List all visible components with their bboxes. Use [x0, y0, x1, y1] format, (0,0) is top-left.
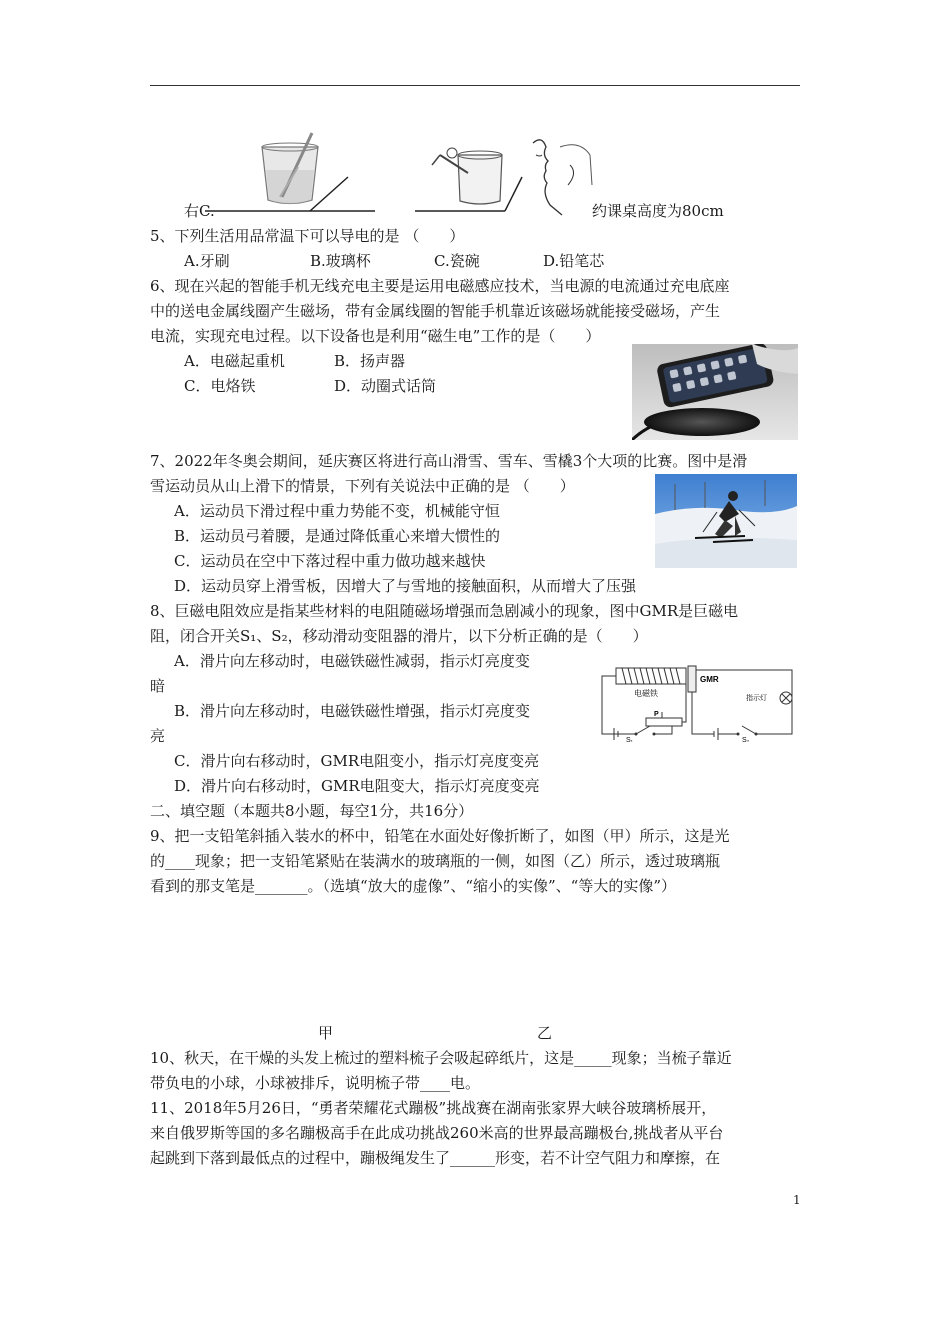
q7-line-2: 雪运动员从山上滑下的情景，下列有关说法中正确的是 （ ） [150, 477, 575, 495]
beaker-figure [415, 148, 522, 211]
q8-option-b: B．滑片向左移动时，电磁铁磁性增强，指示灯亮度变 [174, 702, 531, 720]
q9-caption-yi: 乙 [537, 1024, 553, 1042]
q5-option-b: B.玻璃杯 [310, 252, 371, 270]
q6-line-1: 6、现在兴起的智能手机无线充电主要是运用电磁感应技术，当电源的电流通过充电底座 [150, 277, 730, 295]
face-profile-figure [533, 140, 592, 215]
q8-option-c: C．滑片向右移动时，GMR电阻变小，指示灯亮度变亮 [174, 752, 540, 770]
gmr-circuit-diagram [596, 662, 800, 742]
q8-option-a-cont: 暗 [150, 677, 166, 695]
q9-caption-jia: 甲 [318, 1024, 334, 1042]
q5-option-a: A.牙刷 [184, 252, 230, 270]
q9-line-1: 9、把一支铅笔斜插入装水的杯中，铅笔在水面处好像折断了，如图（甲）所示，这是光 [150, 827, 730, 845]
header-rule [150, 85, 800, 86]
q11-line-2: 来自俄罗斯等国的多名蹦极高手在此成功挑战260米高的世界最高蹦极台,挑战者从平台 [150, 1124, 724, 1142]
q8-line-2: 阻，闭合开关S₁、S₂，移动滑动变阻器的滑片，以下分析正确的是（ ） [150, 627, 648, 645]
label-s2: S₂ [742, 737, 750, 742]
glass-cup-figure [262, 133, 318, 204]
q9-line-2: 的____现象；把一支铅笔紧贴在装满水的玻璃瓶的一侧，如图（乙）所示，透过玻璃瓶 [150, 852, 721, 870]
q6-option-c: C．电烙铁 [184, 377, 256, 395]
section-2-heading: 二、填空题（本题共8小题，每空1分，共16分） [150, 802, 474, 820]
q6-option-b: B．扬声器 [334, 352, 406, 370]
wireless-charger-photo [632, 344, 798, 440]
q8-option-d: D．滑片向右移动时，GMR电阻变大，指示灯亮度变亮 [174, 777, 540, 795]
q8-line-1: 8、巨磁电阻效应是指某些材料的电阻随磁场增强而急剧减小的现象，图中GMR是巨磁电 [150, 602, 739, 620]
q7-line-1: 7、2022年冬奥会期间，延庆赛区将进行高山滑雪、雪车、雪橇3个大项的比赛。图中是滑 [150, 452, 748, 470]
q8-option-a: A．滑片向左移动时，电磁铁磁性减弱，指示灯亮度变 [174, 652, 530, 670]
q6-line-3: 电流，实现充电过程。以下设备也是利用“磁生电”工作的是（ ） [150, 327, 601, 345]
label-p: P [654, 711, 659, 718]
q7-option-b: B．运动员弓着腰，是通过降低重心来增大惯性的 [174, 527, 501, 545]
q5-option-c: C.瓷碗 [434, 252, 480, 270]
q5-option-d: D.铅笔芯 [543, 252, 605, 270]
label-gmr: GMR [700, 675, 719, 684]
q6-line-2: 中的送电金属线圈产生磁场，带有金属线圈的智能手机靠近该磁场就能接受磁场，产生 [150, 302, 721, 320]
q7-option-a: A．运动员下滑过程中重力势能不变，机械能守恒 [174, 502, 500, 520]
q10-line-1: 10、秋天，在干燥的头发上梳过的塑料梳子会吸起碎纸片，这是_____现象；当梳子靠近 [150, 1049, 732, 1067]
q8-option-b-cont: 亮 [150, 727, 166, 745]
skier-photo [655, 474, 797, 568]
q5-stem: 5、下列生活用品常温下可以导电的是 （ ） [150, 227, 465, 245]
q7-option-d: D．运动员穿上滑雪板，因增大了与雪地的接触面积，从而增大了压强 [174, 577, 637, 595]
page-number: 1 [793, 1193, 801, 1207]
q6-option-d: D．动圈式话筒 [334, 377, 437, 395]
q6-option-a: A．电磁起重机 [184, 352, 285, 370]
label-magnet: 电磁铁 [634, 689, 658, 698]
q7-option-c: C．运动员在空中下落过程中重力做功越来越快 [174, 552, 486, 570]
q11-line-3: 起跳到下落到最低点的过程中，蹦极绳发生了______形变，若不计空气阻力和摩擦，在 [150, 1149, 721, 1167]
label-s1: S₁ [626, 737, 634, 742]
q10-line-2: 带负电的小球，小球被排斥，说明梳子带____电。 [150, 1074, 481, 1092]
q9-line-3: 看到的那支笔是_______。（选填“放大的虚像”、“缩小的实像”、“等大的实像”） [150, 877, 677, 895]
q4-fragment-right: 约课桌高度为80cm [592, 202, 724, 220]
label-lamp: 指示灯 [746, 695, 767, 702]
q11-line-1: 11、2018年5月26日，“勇者荣耀花式蹦极”挑战赛在湖南张家界大峡谷玻璃桥展开， [150, 1099, 717, 1117]
q4-fragment-left: 右C. [184, 202, 215, 220]
